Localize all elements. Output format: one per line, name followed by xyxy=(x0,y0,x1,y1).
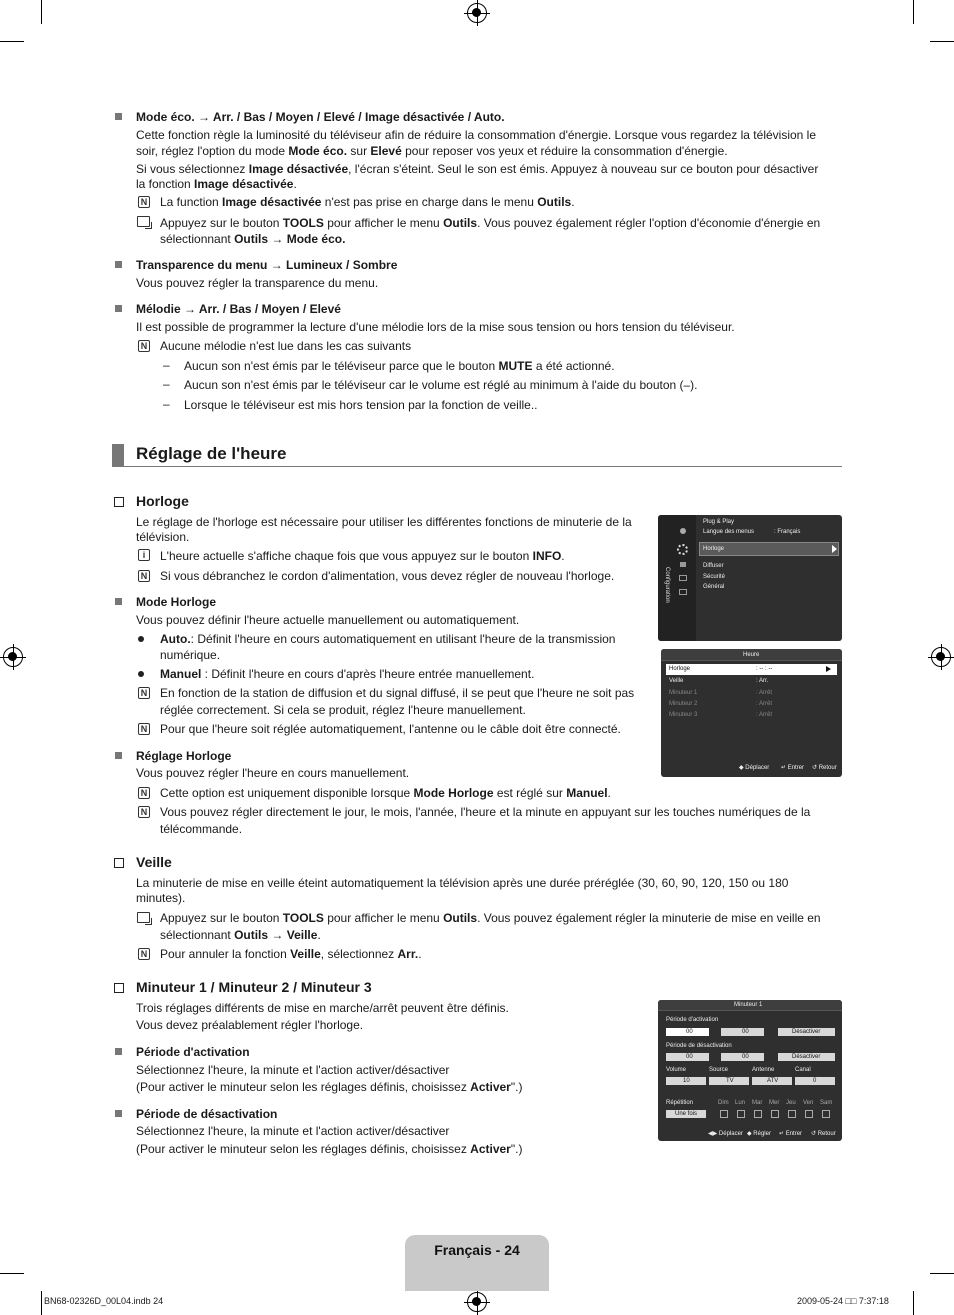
tv-screen-heure xyxy=(661,649,842,777)
registration-mark-icon xyxy=(467,3,487,23)
col-volume: Volume xyxy=(666,1067,687,1073)
bullet-square-icon xyxy=(115,752,122,759)
horloge-text: télévision. xyxy=(136,530,190,544)
section-bar-icon xyxy=(112,444,124,466)
note-icon: N xyxy=(138,570,150,582)
tools-icon xyxy=(137,912,150,923)
menu-item: Sécurité xyxy=(703,574,726,580)
day-checkbox xyxy=(754,1110,762,1118)
mode-horloge-note: réglée correctement. Si cela se produit, réglez l'heure manuellement. xyxy=(160,703,526,717)
periode-activation-text: (Pour activer le minuteur selon les réglages définis, choisissez Activer".) xyxy=(136,1080,523,1094)
desactivation-minute: 00 xyxy=(742,1054,749,1060)
menu-item: Plug & Play xyxy=(703,519,735,525)
bullet-square-icon xyxy=(115,1048,122,1055)
horloge-note: L'heure actuelle s'affiche chaque fois que vous appuyez sur le bouton INFO. xyxy=(160,549,565,563)
transparence-text: Vous pouvez régler la transparence du menu. xyxy=(136,276,379,290)
side-label: Configuration xyxy=(664,567,670,603)
mode-horloge-note: En fonction de la station de diffusion et du signal diffusé, il se peut que l'heure ne soit pas xyxy=(160,686,635,700)
melodie-case: Aucun son n'est émis par le téléviseur car le volume est réglé au minimum à l'aide du bouton (–). xyxy=(184,378,698,392)
nav-return: ↺ Retour xyxy=(811,1131,836,1137)
note-icon: N xyxy=(138,723,150,735)
section-rule xyxy=(112,466,842,467)
row-value: : -- : -- xyxy=(756,666,773,672)
activation-label: Période d'activation xyxy=(666,1017,719,1023)
menu-item: Langue des menus xyxy=(703,529,755,535)
veille-title: Veille xyxy=(136,854,172,870)
input-icon xyxy=(680,562,686,567)
mode-eco-text: la fonction Image désactivée. xyxy=(136,177,297,191)
info-note-icon: i xyxy=(138,549,150,561)
row-label: Minuteur 2 xyxy=(669,701,698,707)
dot-bullet-icon xyxy=(138,636,144,642)
melodie-case: Lorsque le téléviseur est mis hors tension par la fonction de veille.. xyxy=(184,398,538,412)
menu-item: Général xyxy=(703,584,725,590)
melodie-text: Il est possible de programmer la lecture d'une mélodie lors de la mise sous tension ou hors tension du téléviseur. xyxy=(136,320,735,334)
row-value: : Arrêt xyxy=(756,701,773,707)
minuteur-text: Trois réglages différents de mise en marche/arrêt peuvent être définis. xyxy=(136,1001,509,1015)
source-value: TV xyxy=(726,1078,734,1084)
mode-eco-text: soir, réglez l'option du mode Mode éco. sur Elevé pour reposer vos yeux et réduire la consommation d'énergie. xyxy=(136,144,728,158)
mode-horloge-auto: numérique. xyxy=(160,648,221,662)
bullet-square-icon xyxy=(115,305,122,312)
desactivation-action: Désactiver xyxy=(792,1054,821,1060)
bullet-square-icon xyxy=(115,598,122,605)
registration-mark-icon xyxy=(931,647,951,667)
activation-minute: 00 xyxy=(742,1029,749,1035)
transparence-title: Transparence du menu → Lumineux / Sombre xyxy=(136,258,398,272)
row-highlight xyxy=(666,664,837,675)
melodie-title: Mélodie → Arr. / Bas / Moyen / Elevé xyxy=(136,302,341,316)
minuteur-title: Minuteur 1 / Minuteur 2 / Minuteur 3 xyxy=(136,979,372,995)
mode-horloge-auto: Auto.: Définit l'heure en cours automatiquement en utilisant l'heure de la transmission xyxy=(160,632,616,646)
nav-enter: ↵ Entrer xyxy=(781,765,805,771)
dash-bullet: – xyxy=(163,377,170,391)
menu-item-selected: Horloge xyxy=(703,546,725,552)
screen-title: Minuteur 1 xyxy=(734,1002,763,1008)
gear-icon xyxy=(677,544,688,555)
tv-screen-configuration xyxy=(658,515,842,641)
activation-action: Désactiver xyxy=(792,1029,821,1035)
antenne-value: ATV xyxy=(767,1078,779,1084)
menu-item: Diffuser xyxy=(703,563,724,569)
crop-mark xyxy=(913,0,914,24)
nav-move: ◀▶ Déplacer xyxy=(708,1131,743,1137)
row-label: Veille xyxy=(669,678,684,684)
mode-eco-text: Cette fonction règle la luminosité du téléviseur afin de réduire la consommation d'énergie. Lorsque vous regardez la télévision le xyxy=(136,128,817,142)
registration-mark-icon xyxy=(467,1292,487,1312)
veille-note: Pour annuler la fonction Veille, sélectionnez Arr.. xyxy=(160,947,422,961)
day-checkbox xyxy=(822,1110,830,1118)
note-icon: N xyxy=(138,948,150,960)
reglage-horloge-note: télécommande. xyxy=(160,822,243,836)
volume-value: 10 xyxy=(683,1078,690,1084)
reglage-horloge-text: Vous pouvez régler l'heure en cours manuellement. xyxy=(136,766,410,780)
nav-move: ◆ Déplacer xyxy=(739,765,770,771)
day-checkbox xyxy=(805,1110,813,1118)
row-value: : Arrêt xyxy=(756,690,773,696)
crop-mark xyxy=(0,1273,24,1274)
col-antenne: Antenne xyxy=(752,1067,775,1073)
col-canal: Canal xyxy=(795,1067,811,1073)
note-icon: N xyxy=(138,687,150,699)
melodie-note: Aucune mélodie n'est lue dans les cas suivants xyxy=(160,339,412,353)
picture-icon xyxy=(680,528,686,534)
horloge-text: Le réglage de l'horloge est nécessaire pour utiliser les différentes fonctions de minuterie de la xyxy=(136,515,632,529)
screen-title: Heure xyxy=(743,652,760,658)
checkbox-bullet-icon xyxy=(114,858,124,868)
canal-value: 0 xyxy=(813,1078,817,1084)
dot-bullet-icon xyxy=(138,671,144,677)
horloge-title: Horloge xyxy=(136,493,189,509)
tools-icon xyxy=(137,216,150,227)
app-icon xyxy=(679,575,687,581)
mode-eco-note: La function Image désactivée n'est pas prise en charge dans le menu Outils. xyxy=(160,195,575,209)
reglage-horloge-note: Cette option est uniquement disponible lorsque Mode Horloge est réglé sur Manuel. xyxy=(160,786,611,800)
veille-text: minutes). xyxy=(136,891,186,905)
mode-horloge-manuel: Manuel : Définit l'heure en cours d'après l'heure entrée manuellement. xyxy=(160,667,535,681)
veille-tools-note: Appuyez sur le bouton TOOLS pour afficher le menu Outils. Vous pouvez également régler la minuterie de mise en veille en xyxy=(160,911,821,925)
arrow-right-icon xyxy=(832,545,837,553)
periode-desactivation-text: (Pour activer le minuteur selon les réglages définis, choisissez Activer".) xyxy=(136,1142,523,1156)
crop-mark xyxy=(41,1291,42,1315)
crop-mark xyxy=(41,0,42,24)
reglage-horloge-note: Vous pouvez régler directement le jour, le mois, l'année, l'heure et la minute en appuyant sur les touches numériques de la xyxy=(160,805,811,819)
note-icon: N xyxy=(138,787,150,799)
day-checkbox xyxy=(788,1110,796,1118)
reglage-horloge-title: Réglage Horloge xyxy=(136,749,232,763)
mode-eco-tools-note: Appuyez sur le bouton TOOLS pour afficher le menu Outils. Vous pouvez également régler l'option d'économie d'énergie en xyxy=(160,216,821,230)
dash-bullet: – xyxy=(163,397,170,411)
repetition-label: Répétition xyxy=(666,1100,694,1106)
day-label: Sam xyxy=(820,1100,833,1106)
nav-adjust: ◆ Régler xyxy=(747,1131,771,1137)
row-label: Horloge xyxy=(669,666,691,672)
arrow-right-icon xyxy=(826,666,831,672)
support-icon xyxy=(679,589,687,595)
minuteur-text: Vous devez préalablement régler l'horloge. xyxy=(136,1018,364,1032)
registration-mark-icon xyxy=(3,647,23,667)
mode-horloge-note: Pour que l'heure soit réglée automatiquement, l'antenne ou le câble doit être connecté. xyxy=(160,722,621,736)
note-icon: N xyxy=(138,340,150,352)
veille-text: La minuterie de mise en veille éteint automatiquement la télévision après une durée préréglée (30, 60, 90, 120, 150 ou 180 xyxy=(136,876,789,890)
bullet-square-icon xyxy=(115,261,122,268)
mode-horloge-title: Mode Horloge xyxy=(136,595,216,609)
section-title: Réglage de l'heure xyxy=(136,444,287,463)
mode-eco-tools-note: sélectionnant Outils → Mode éco. xyxy=(160,232,346,246)
crop-mark xyxy=(913,1291,914,1315)
footer-file: BN68-02326D_00L04.indb 24 xyxy=(44,1296,164,1306)
day-label: Ven xyxy=(803,1100,814,1106)
crop-mark xyxy=(930,1273,954,1274)
dash-bullet: – xyxy=(163,358,170,372)
day-label: Dim xyxy=(718,1100,729,1106)
horloge-note: Si vous débranchez le cordon d'alimentation, vous devez régler de nouveau l'horloge. xyxy=(160,569,615,583)
nav-return: ↺ Retour xyxy=(812,765,837,771)
activation-hour: 00 xyxy=(686,1029,693,1035)
day-label: Mar xyxy=(752,1100,763,1106)
nav-enter: ↵ Entrer xyxy=(779,1131,803,1137)
melodie-case: Aucun son n'est émis par le téléviseur parce que le bouton MUTE a été actionné. xyxy=(184,359,615,373)
repetition-value: Une fois xyxy=(675,1111,698,1117)
day-checkbox xyxy=(720,1110,728,1118)
col-source: Source xyxy=(709,1067,729,1073)
periode-desactivation-text: Sélectionnez l'heure, la minute et l'action activer/désactiver xyxy=(136,1124,450,1138)
day-label: Jeu xyxy=(786,1100,796,1106)
periode-desactivation-title: Période de désactivation xyxy=(136,1107,278,1121)
note-icon: N xyxy=(138,196,150,208)
page-number: Français - 24 xyxy=(434,1242,520,1258)
row-value: : Arrêt xyxy=(756,712,773,718)
row-label: Minuteur 1 xyxy=(669,690,698,696)
checkbox-bullet-icon xyxy=(114,497,124,507)
veille-tools-note: sélectionnant Outils → Veille. xyxy=(160,928,321,942)
row-value: : Arr. xyxy=(756,678,769,684)
checkbox-bullet-icon xyxy=(114,983,124,993)
day-label: Lun xyxy=(735,1100,746,1106)
mode-eco-text: Si vous sélectionnez Image désactivée, l'écran s'éteint. Seul le son est émis. Appuyez à nouveau sur ce bouton pour désactiver xyxy=(136,162,819,176)
mode-horloge-text: Vous pouvez définir l'heure actuelle manuellement ou automatiquement. xyxy=(136,613,520,627)
page-number-tab xyxy=(405,1235,549,1291)
periode-activation-text: Sélectionnez l'heure, la minute et l'action activer/désactiver xyxy=(136,1063,450,1077)
bullet-square-icon xyxy=(115,113,122,120)
row-label: Minuteur 3 xyxy=(669,712,698,718)
bullet-square-icon xyxy=(115,1110,122,1117)
day-label: Mer xyxy=(769,1100,780,1106)
desactivation-label: Période de désactivation xyxy=(666,1043,732,1049)
day-checkbox xyxy=(771,1110,779,1118)
menu-item-value: : Français xyxy=(774,529,801,535)
desactivation-hour: 00 xyxy=(686,1054,693,1060)
footer-date: 2009-05-24 □□ 7:37:18 xyxy=(797,1296,889,1306)
crop-mark xyxy=(930,41,954,42)
mode-eco-title: Mode éco. → Arr. / Bas / Moyen / Elevé / Image désactivée / Auto. xyxy=(136,110,505,124)
tv-screen-minuteur xyxy=(658,1000,842,1141)
note-icon: N xyxy=(138,806,150,818)
periode-activation-title: Période d'activation xyxy=(136,1045,250,1059)
crop-mark xyxy=(0,41,24,42)
day-checkbox xyxy=(737,1110,745,1118)
